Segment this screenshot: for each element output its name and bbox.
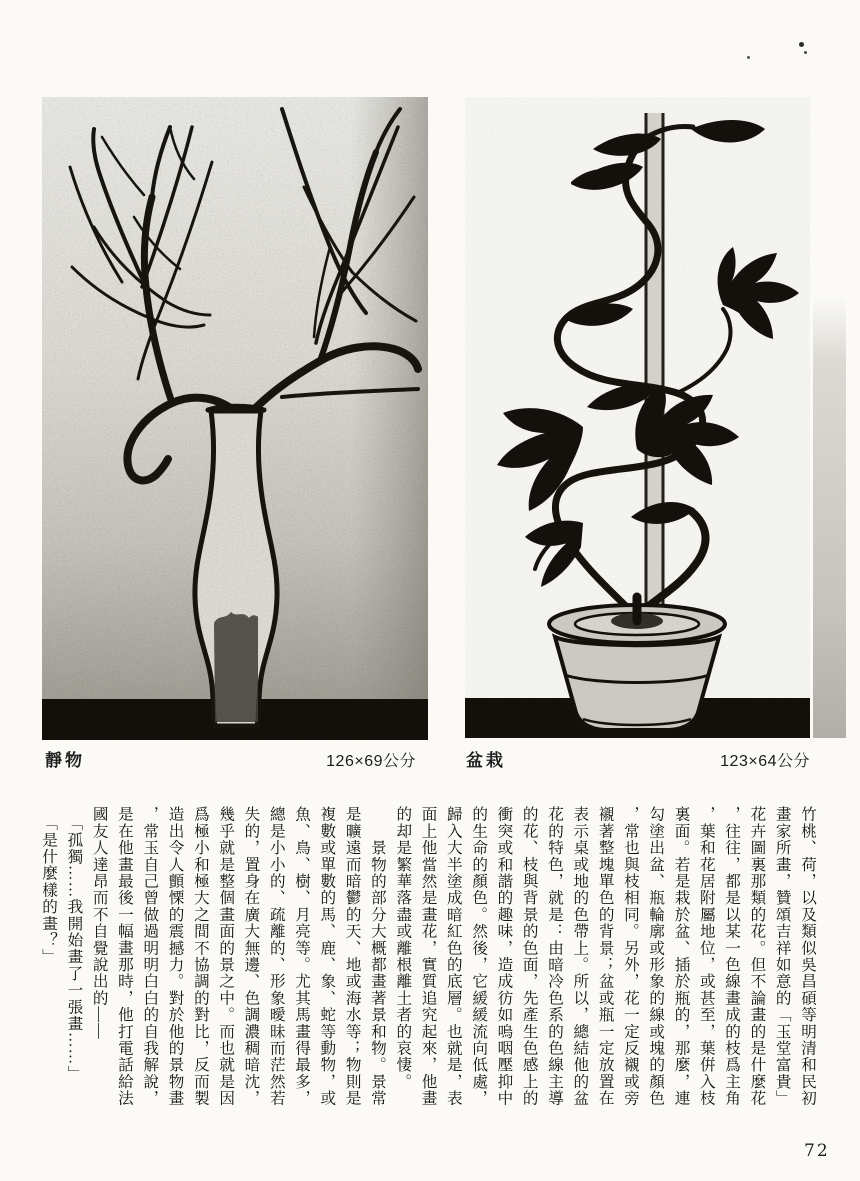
- text-column: ，常也與枝相同。另外，花一定反襯或旁: [621, 806, 639, 1107]
- right-artwork-dimensions: 123×64公分: [720, 753, 810, 770]
- still-life-artwork-image: [42, 97, 428, 740]
- page-number: 72: [804, 1141, 830, 1161]
- text-column: 勾塗出盆、瓶輪廓或形象的線或塊的顏色: [647, 806, 665, 1107]
- text-column: 複數或單數的馬、鹿、象、蛇等動物，或: [318, 806, 336, 1107]
- text-column: 造出令人顫慄的震撼力。對於他的景物畫: [166, 806, 184, 1107]
- ink-speck: [799, 42, 804, 47]
- text-column: 竹桃、荷，以及類似吳昌碩等明清和民初: [799, 806, 816, 1107]
- text-column: 花卉圖裏那類的花。但不論畫的是什麼花: [748, 806, 766, 1107]
- text-column: 國友人達昂而不自覺說出的——: [90, 806, 108, 1040]
- text-column: 花的特色，就是：由暗冷色系的色線主導: [546, 806, 564, 1107]
- text-column: 總是小小的、疏離的、形象曖昧而茫然若: [267, 806, 285, 1107]
- text-column: 景物的部分大概都畫著景和物。景常: [368, 806, 386, 1107]
- text-column: 歸入大半塗成暗紅色的底層。也就是，表: [444, 806, 462, 1107]
- potted-plant-artwork-image: [465, 97, 810, 738]
- text-column: 爲極小和極大之間不協調的對比，反而製: [191, 806, 209, 1107]
- text-column: ，往往，都是以某一色線畫成的枝爲主角: [723, 806, 741, 1107]
- text-column: 的生命的顏色。然後，它緩緩流向低處，: [470, 806, 488, 1107]
- text-column: 是在他畫最後一幅畫那時，他打電話給法: [115, 806, 133, 1107]
- text-column: 的花、枝與背景的色面，先產生色感上的: [520, 806, 538, 1107]
- text-column: 面上他當然是畫花，實質追究起來，他畫: [419, 806, 437, 1107]
- text-column: 裏面。若是栽於盆、插於瓶的，那麼，連: [672, 806, 690, 1107]
- text-column: 表示桌或地的色帶上。所以，總結他的盆: [571, 806, 589, 1107]
- left-artwork-dimensions: 126×69公分: [326, 753, 416, 770]
- text-column: 「是什麼樣的畫？」: [40, 806, 58, 966]
- text-column: 是曠遠而暗鬱的天、地或海水等；物則是: [343, 806, 361, 1107]
- ink-speck: [747, 56, 750, 59]
- article-columns: [36, 806, 820, 1114]
- right-artwork-title: 盆栽: [466, 751, 506, 770]
- text-column: 失的，置身在廣大無邊、色調濃稠暗沈，: [242, 806, 260, 1107]
- text-column: 「孤獨……我開始畫了一張畫……」: [65, 806, 83, 1083]
- text-column: 襯著整塊單色的背景；盆或瓶一定放置在: [596, 806, 614, 1107]
- text-column: 畫家所畫，贊頌吉祥如意的「玉堂富貴」: [773, 806, 791, 1107]
- ink-speck: [804, 51, 807, 54]
- left-artwork-title: 靜物: [45, 751, 85, 770]
- text-column: 的却是繁華落盡或離根離土者的哀悽。: [394, 806, 412, 1090]
- text-column: 幾乎就是整個畫面的景之中。而也就是因: [217, 806, 235, 1107]
- text-column: ，常玉自己曾做過明明白白的自我解說，: [141, 806, 159, 1107]
- scan-edge-strip: [813, 296, 846, 738]
- text-column: 衝突或和諧的趣味，造成彷如嗚咽壓抑中: [495, 806, 513, 1107]
- text-column: ，葉和花居附屬地位，或甚至，葉倂入枝: [697, 806, 715, 1107]
- text-column: 魚、鳥、樹、月亮等。尤其馬畫得最多，: [293, 806, 311, 1107]
